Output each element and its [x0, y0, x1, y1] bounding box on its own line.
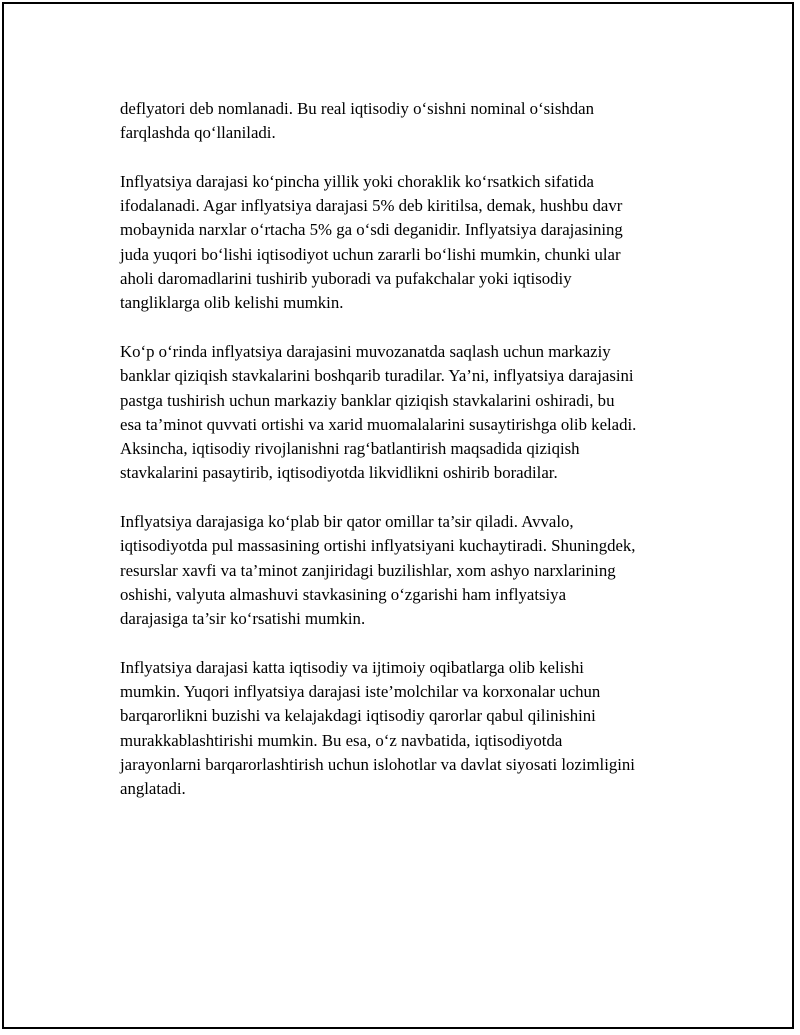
paragraph-5: Inflyatsiya darajasi katta iqtisodiy va ijtimoiy oqibatlarga olib kelishi mumkin. Yuqori inflyatsiya darajasi iste’molchilar va korxonalar uchun barqarorlikni buzishi va kelajakdagi iqtisodiy qarorlar qabul qilinishini murakkablashtirishi mumkin. Bu esa, o‘z navbatida, iqtisodiyotda jarayonlarni barqarorlashtirish uchun islohotlar va davlat siyosati lozimligini anglatadi.: [120, 657, 635, 799]
paragraph-4: Inflyatsiya darajasiga ko‘plab bir qator omillar ta’sir qiladi. Avvalo, iqtisodiyotda pul massasining ortishi inflyatsiyani kuchaytiradi. Shuningdek, resurslar xavfi va ta’minot zanjiridagi buzilishlar, xom ashyo narxlarining oshishi, valyuta almashuvi stavkasining o‘zgarishi ham inflyatsiya darajasiga ta’sir ko‘rsatishi mumkin.: [120, 512, 636, 629]
document-page: [2, 2, 794, 1029]
paragraph-2: Inflyatsiya darajasi ko‘pincha yillik yoki choraklik ko‘rsatkich sifatida ifodalanadi. Agar inflyatsiya darajasi 5% deb kiritilsa, demak, hushbu davr mobaynida narxlar o‘rtacha 5% ga o‘sdi deganidir. Inflyatsiya darajasining juda yuqori bo‘lishi iqtisodiyot uchun zararli bo‘lishi mumkin, chunki ular aholi daromadlarini tushirib yuboradi va pufakchalar yoki iqtisodiy tangliklarga olib kelishi mumkin.: [120, 171, 623, 313]
paragraph-3: Ko‘p o‘rinda inflyatsiya darajasini muvozanatda saqlash uchun markaziy banklar qiziqish stavkalarini boshqarib turadilar. Ya’ni, inflyatsiya darajasini pastga tushirish uchun markaziy banklar qiziqish stavkalarini oshiradi, bu esa ta’minot quvvati ortishi va xarid muomalalarini susaytirishga olib keladi. Aksincha, iqtisodiy rivojlanishni rag‘batlantirish maqsadida qiziqish stavkalarini pasaytirib, iqtisodiyotda likvidlikni oshirib boradilar.: [120, 341, 637, 483]
paragraph-1: deflyatori deb nomlanadi. Bu real iqtisodiy o‘sishni nominal o‘sishdan farqlashda qo‘llaniladi.: [120, 99, 594, 143]
document-body: [120, 97, 695, 826]
